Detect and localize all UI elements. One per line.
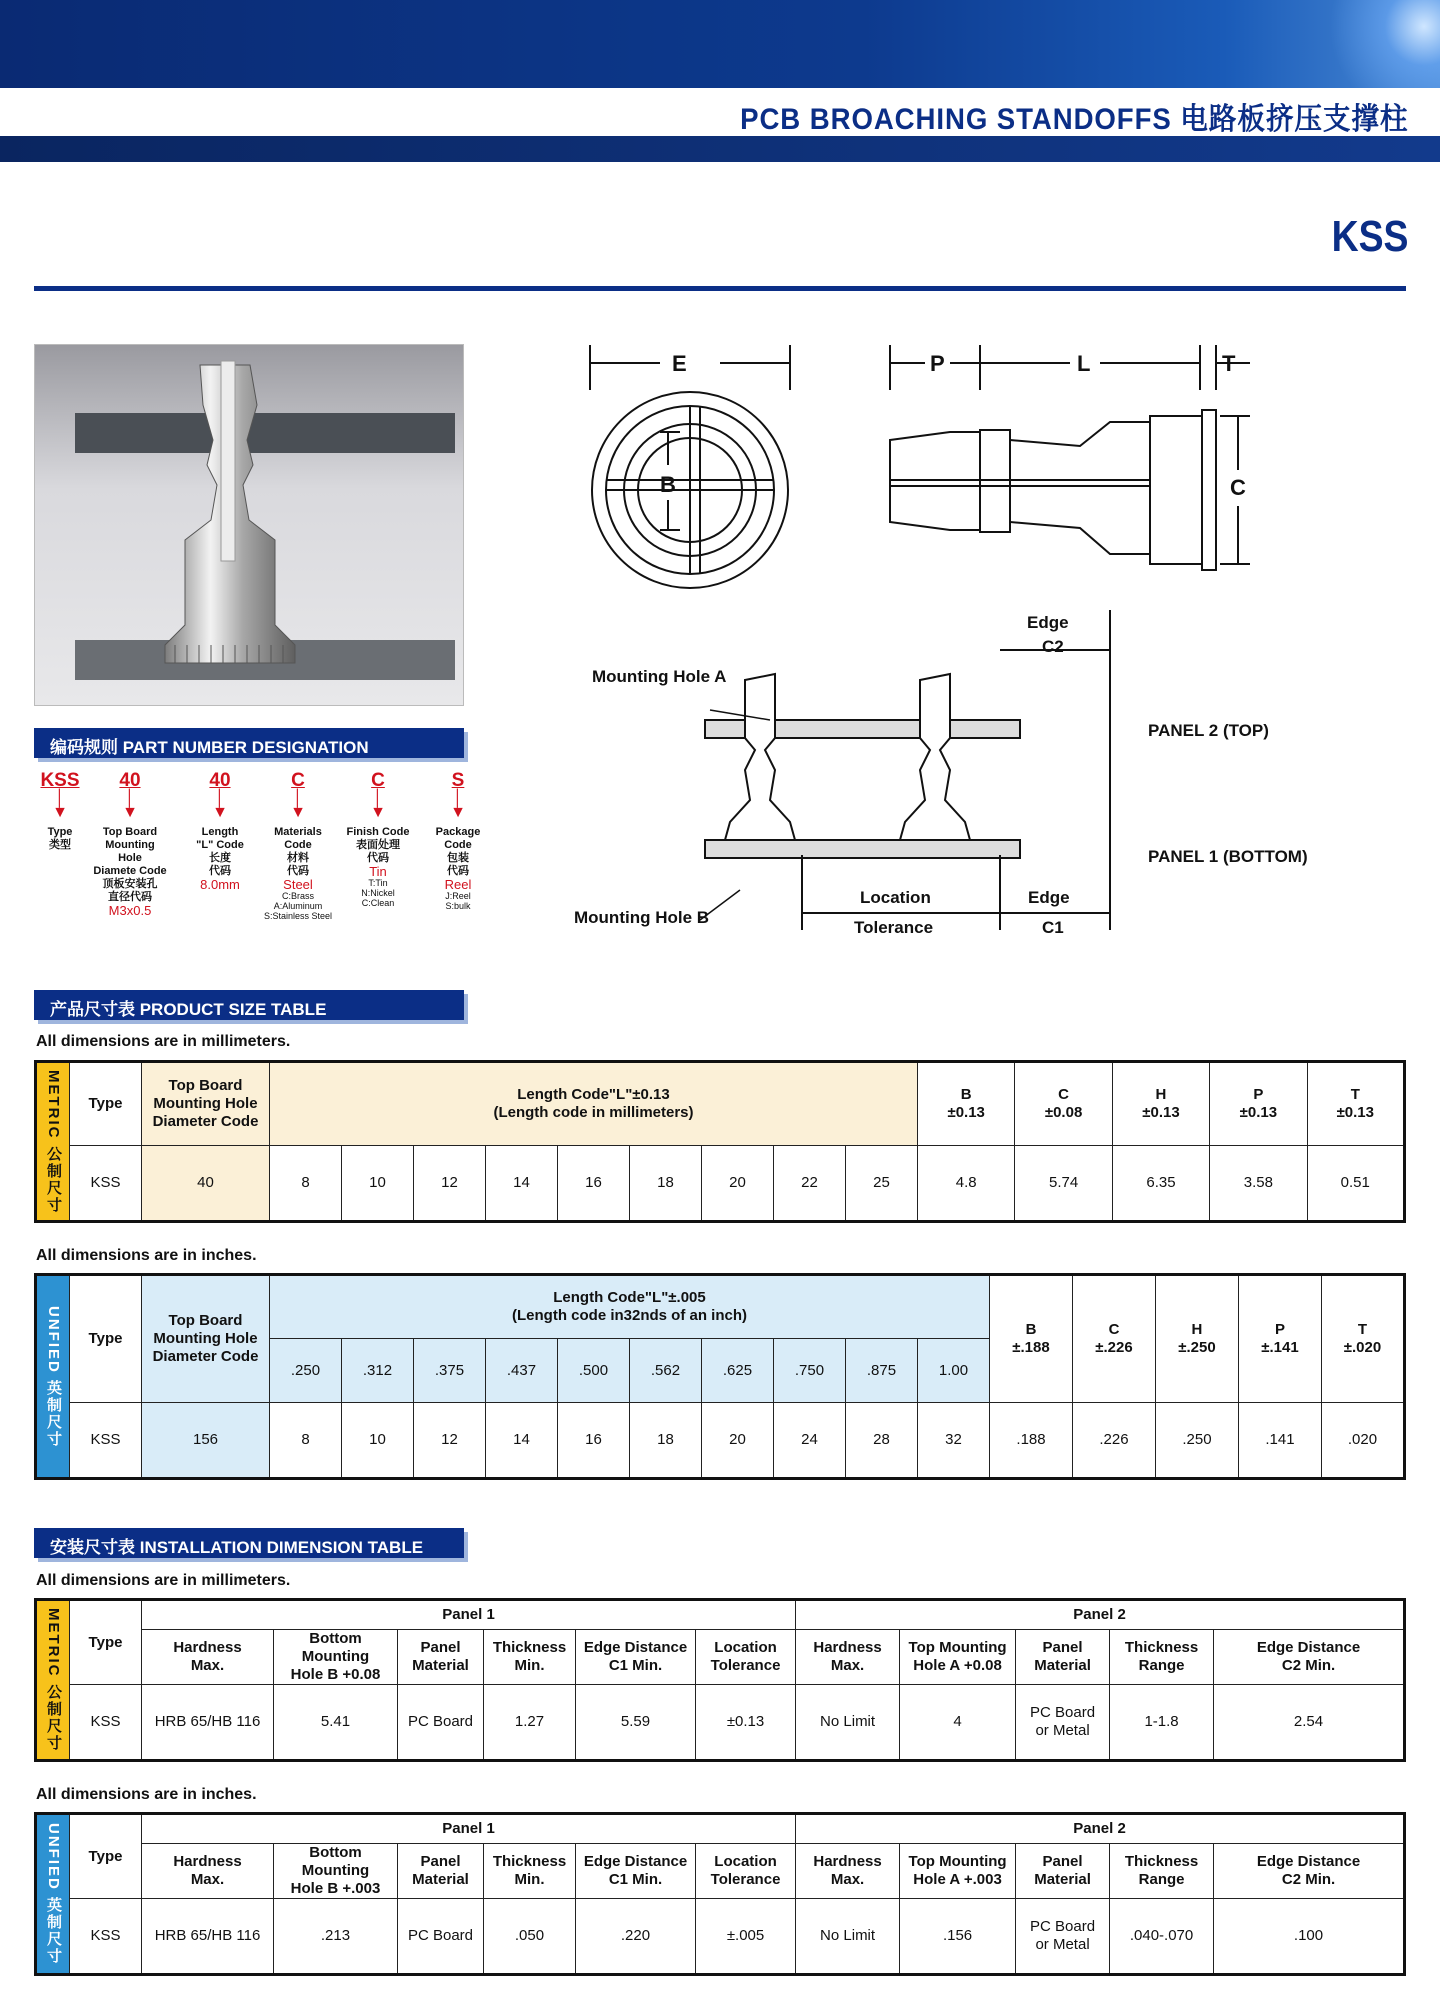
panel-1-cell: .050: [484, 1899, 576, 1975]
length-cell: 16: [558, 1403, 630, 1479]
label-p: P: [930, 351, 945, 376]
length-cell: 28: [846, 1403, 918, 1479]
pn-code: KSS: [40, 770, 80, 791]
pn-label: Package Code 包装 代码: [435, 826, 481, 877]
label-t: T: [1222, 351, 1236, 376]
panel-1-cell: HRB 65/HB 116: [142, 1685, 274, 1761]
panel-1-col-header: Thickness Min.: [484, 1844, 576, 1899]
dim-header: C ±.226: [1073, 1275, 1156, 1403]
pn-arrow-icon: │ ▼: [212, 790, 228, 821]
label-c1: C1: [1042, 918, 1064, 937]
length-code-cell: .750: [774, 1339, 846, 1403]
dim-header: C ±0.08: [1015, 1062, 1112, 1146]
panel-2-header: Panel 2: [796, 1600, 1405, 1630]
pn-arrow-icon: │ ▼: [52, 790, 68, 821]
unified-size-note: All dimensions are in inches.: [36, 1247, 257, 1264]
pn-column-0: [20, 770, 100, 852]
panel-1-cell: 5.59: [576, 1685, 696, 1761]
label-e: E: [672, 351, 687, 376]
panel-2-col-header: Thickness Range: [1110, 1844, 1214, 1899]
length-cell: 12: [414, 1403, 486, 1479]
install-grid: [34, 1598, 1406, 1762]
unified-size-grid: [34, 1273, 1406, 1480]
panel-1-col-header: Thickness Min.: [484, 1630, 576, 1685]
panel-1-cell: PC Board: [398, 1685, 484, 1761]
panel-1-cell: ±.005: [696, 1899, 796, 1975]
panel-1-header: Panel 1: [142, 1814, 796, 1844]
technical-drawing: [560, 330, 1420, 970]
panel-1-col-header: Hardness Max.: [142, 1630, 274, 1685]
metric-install-note: All dimensions are in millimeters.: [36, 1572, 291, 1589]
length-cell: 20: [702, 1403, 774, 1479]
length-cell: 14: [486, 1146, 558, 1222]
dim-header: P ±0.13: [1210, 1062, 1307, 1146]
type-cell: KSS: [70, 1899, 142, 1975]
pn-code: S: [451, 770, 465, 791]
length-code-cell: 1.00: [918, 1339, 990, 1403]
dim-header: T ±0.13: [1307, 1062, 1404, 1146]
side-label: UNFIED 英制尺寸: [36, 1275, 70, 1479]
panel-2-header: Panel 2: [796, 1814, 1405, 1844]
panel-2-cell: .100: [1214, 1899, 1405, 1975]
title-rule: [34, 286, 1406, 291]
pn-arrow-icon: │ ▼: [122, 790, 138, 821]
panel-1-col-header: Location Tolerance: [696, 1630, 796, 1685]
panel-2-cell: PC Board or Metal: [1016, 1899, 1110, 1975]
length-code-cell: .500: [558, 1339, 630, 1403]
length-code-cell: .250: [270, 1339, 342, 1403]
panel-2-cell: .156: [900, 1899, 1016, 1975]
panel-2-col-header: Thickness Range: [1110, 1630, 1214, 1685]
panel-2-cell: 1-1.8: [1110, 1685, 1214, 1761]
label-panel-1: PANEL 1 (BOTTOM): [1148, 847, 1308, 866]
pn-example: Tin: [369, 864, 387, 879]
pn-column-3: [258, 770, 338, 921]
panel-2-cell: 2.54: [1214, 1685, 1405, 1761]
length-code-cell: .875: [846, 1339, 918, 1403]
diameter-cell: 40: [142, 1146, 270, 1222]
panel-2-cell: 4: [900, 1685, 1016, 1761]
panel-1-col-header: Edge Distance C1 Min.: [576, 1630, 696, 1685]
pn-example: Steel: [283, 877, 313, 892]
dim-header: B ±0.13: [918, 1062, 1015, 1146]
dim-cell: .250: [1155, 1403, 1238, 1479]
header-bar: [0, 136, 1440, 162]
metric-size-grid: [34, 1060, 1406, 1223]
panel-2-col-header: Top Mounting Hole A +.003: [900, 1844, 1016, 1899]
dim-cell: 5.74: [1015, 1146, 1112, 1222]
dim-header: P ±.141: [1238, 1275, 1321, 1403]
pn-code: C: [291, 770, 305, 791]
pn-column-2: [180, 770, 260, 891]
banner-glow: [1280, 0, 1440, 88]
panel-1-cell: HRB 65/HB 116: [142, 1899, 274, 1975]
panel-2-col-header: Panel Material: [1016, 1844, 1110, 1899]
dim-header: T ±.020: [1321, 1275, 1404, 1403]
pn-column-4: [338, 770, 418, 908]
page-title: PCB BROACHING STANDOFFS 电路板挤压支撑柱: [739, 103, 1408, 136]
length-cell: 20: [702, 1146, 774, 1222]
panel-1-cell: PC Board: [398, 1899, 484, 1975]
dim-header: H ±0.13: [1112, 1062, 1209, 1146]
dimension-drawing: [560, 330, 1420, 970]
panel-1-cell: .220: [576, 1899, 696, 1975]
length-cell: 10: [342, 1146, 414, 1222]
pn-code: C: [371, 770, 385, 791]
label-l: L: [1077, 351, 1091, 376]
standoff-photo-illustration: [35, 345, 465, 707]
pn-arrow-icon: │ ▼: [290, 790, 306, 821]
pn-example: 8.0mm: [200, 877, 240, 892]
model-code: KSS: [1331, 212, 1408, 261]
panel-2-col-header: Edge Distance C2 Min.: [1214, 1630, 1405, 1685]
panel-1-cell: .213: [274, 1899, 398, 1975]
panel-2-col-header: Hardness Max.: [796, 1844, 900, 1899]
length-cell: 16: [558, 1146, 630, 1222]
panel-1-col-header: Bottom Mounting Hole B +0.08: [274, 1630, 398, 1685]
dim-cell: .226: [1073, 1403, 1156, 1479]
type-header: Type: [70, 1275, 142, 1403]
size-table-section-title: 产品尺寸表 PRODUCT SIZE TABLE: [34, 990, 464, 1020]
length-cell: 12: [414, 1146, 486, 1222]
install-grid: [34, 1812, 1406, 1976]
dim-cell: .020: [1321, 1403, 1404, 1479]
metric-size-note: All dimensions are in millimeters.: [36, 1033, 291, 1050]
diameter-header: Top Board Mounting Hole Diameter Code: [142, 1275, 270, 1403]
product-photo: [34, 344, 464, 706]
pn-options: C:Brass A:Aluminum S:Stainless Steel: [263, 891, 333, 921]
panel-1-col-header: Edge Distance C1 Min.: [576, 1844, 696, 1899]
side-label: METRIC 公制尺寸: [36, 1600, 70, 1761]
panel-2-col-header: Top Mounting Hole A +0.08: [900, 1630, 1016, 1685]
dim-cell: .188: [990, 1403, 1073, 1479]
panel-2-cell: .040-.070: [1110, 1899, 1214, 1975]
length-cell: 18: [630, 1403, 702, 1479]
diameter-header: Top Board Mounting Hole Diameter Code: [142, 1062, 270, 1146]
pn-label: Top Board Mounting Hole Diamete Code 顶板安装孔 直径代码: [93, 826, 167, 903]
length-code-cell: .375: [414, 1339, 486, 1403]
pn-example: Reel: [444, 877, 472, 892]
label-mounting-hole-b: Mounting Hole B: [574, 908, 710, 927]
pn-arrow-icon: │ ▼: [370, 790, 386, 821]
length-cell: 8: [270, 1403, 342, 1479]
type-header: Type: [70, 1062, 142, 1146]
header-banner: [0, 0, 1440, 88]
dim-header: B ±.188: [990, 1275, 1073, 1403]
label-c2: C2: [1042, 637, 1064, 656]
dim-header: H ±.250: [1155, 1275, 1238, 1403]
label-panel-2: PANEL 2 (TOP): [1148, 721, 1269, 740]
length-cell: 8: [270, 1146, 342, 1222]
length-code-cell: .437: [486, 1339, 558, 1403]
length-cell: 22: [774, 1146, 846, 1222]
pn-example: M3x0.5: [108, 903, 152, 918]
pn-label: Type 类型: [47, 826, 73, 851]
install-table-section-title: 安装尺寸表 INSTALLATION DIMENSION TABLE: [34, 1528, 464, 1558]
pn-arrow-icon: │ ▼: [450, 790, 466, 821]
pn-label: Materials Code 材料 代码: [274, 826, 322, 877]
length-cell: 24: [774, 1403, 846, 1479]
length-code-cell: .562: [630, 1339, 702, 1403]
label-location: Location: [860, 888, 931, 907]
panel-2-cell: No Limit: [796, 1899, 900, 1975]
side-label: METRIC 公制尺寸: [36, 1062, 70, 1222]
length-header: Length Code"L"±0.13 (Length code in millimeters): [270, 1062, 918, 1146]
label-b: B: [660, 472, 676, 497]
pn-label: Length "L" Code 长度 代码: [196, 826, 244, 877]
side-label: UNFIED 英制尺寸: [36, 1814, 70, 1975]
length-code-cell: .625: [702, 1339, 774, 1403]
dim-cell: 4.8: [918, 1146, 1015, 1222]
panel-1-col-header: Location Tolerance: [696, 1844, 796, 1899]
panel-2-cell: PC Board or Metal: [1016, 1685, 1110, 1761]
pn-column-5: [418, 770, 498, 911]
panel-2-col-header: Hardness Max.: [796, 1630, 900, 1685]
label-c: C: [1230, 475, 1246, 500]
dim-cell: 3.58: [1210, 1146, 1307, 1222]
part-number-designation: [30, 770, 481, 960]
panel-2-col-header: Edge Distance C2 Min.: [1214, 1844, 1405, 1899]
length-cell: 32: [918, 1403, 990, 1479]
part-number-section-title: 编码规则 PART NUMBER DESIGNATION: [34, 728, 464, 758]
label-tolerance: Tolerance: [854, 918, 934, 937]
length-cell: 10: [342, 1403, 414, 1479]
panel-1-cell: ±0.13: [696, 1685, 796, 1761]
pn-code: 40: [119, 770, 141, 791]
pn-column-1: [90, 770, 170, 917]
type-header: Type: [70, 1600, 142, 1685]
label-mounting-hole-a: Mounting Hole A: [592, 667, 727, 686]
panel-1-cell: 5.41: [274, 1685, 398, 1761]
type-cell: KSS: [70, 1146, 142, 1222]
label-edge-bottom: Edge: [1028, 888, 1070, 907]
length-cell: 18: [630, 1146, 702, 1222]
label-edge-top: Edge: [1027, 613, 1069, 632]
pn-options: T:Tin N:Nickel C:Clean: [361, 878, 395, 908]
type-cell: KSS: [70, 1403, 142, 1479]
pn-code: 40: [209, 770, 231, 791]
dim-cell: .141: [1238, 1403, 1321, 1479]
panel-1-cell: 1.27: [484, 1685, 576, 1761]
panel-1-col-header: Panel Material: [398, 1630, 484, 1685]
pn-label: Finish Code 表面处理 代码: [346, 826, 410, 864]
length-header: Length Code"L"±.005 (Length code in32nds of an inch): [270, 1275, 990, 1339]
unified-install-note: All dimensions are in inches.: [36, 1786, 257, 1803]
panel-2-col-header: Panel Material: [1016, 1630, 1110, 1685]
type-cell: KSS: [70, 1685, 142, 1761]
dim-cell: 0.51: [1307, 1146, 1404, 1222]
pn-options: J:Reel S:bulk: [445, 891, 471, 911]
length-cell: 14: [486, 1403, 558, 1479]
panel-1-col-header: Panel Material: [398, 1844, 484, 1899]
panel-2-cell: No Limit: [796, 1685, 900, 1761]
dim-cell: 6.35: [1112, 1146, 1209, 1222]
length-code-cell: .312: [342, 1339, 414, 1403]
panel-1-header: Panel 1: [142, 1600, 796, 1630]
panel-1-col-header: Hardness Max.: [142, 1844, 274, 1899]
length-cell: 25: [846, 1146, 918, 1222]
panel-1-col-header: Bottom Mounting Hole B +.003: [274, 1844, 398, 1899]
diameter-cell: 156: [142, 1403, 270, 1479]
type-header: Type: [70, 1814, 142, 1899]
